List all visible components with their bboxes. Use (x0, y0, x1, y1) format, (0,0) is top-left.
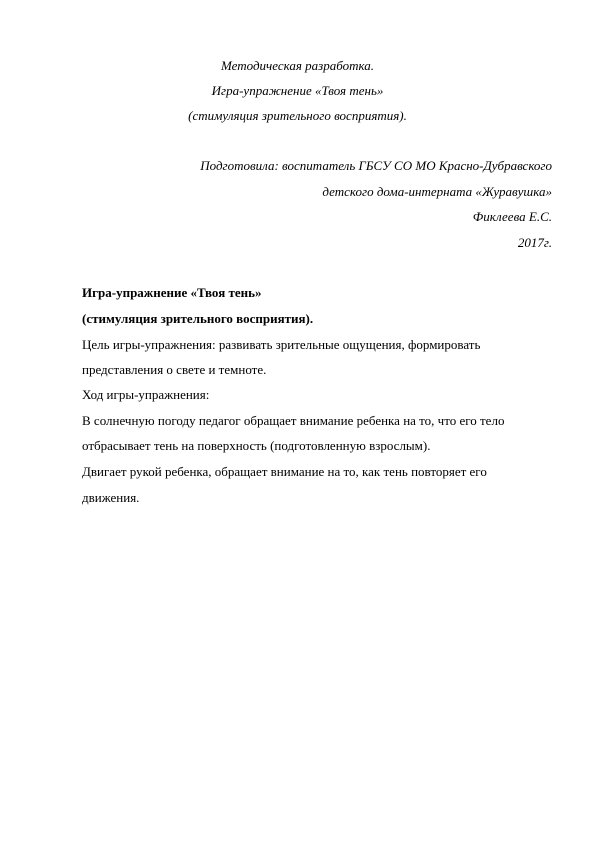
author-line-1: Подготовила: воспитатель ГБСУ СО МО Красно-Дубравского (200, 158, 552, 173)
paragraph-1-line-1: В солнечную погоду педагог обращает внимание ребенка на то, что его тело (82, 413, 505, 428)
header-line-1: Методическая разработка. (221, 58, 374, 73)
author-year: 2017г. (517, 235, 552, 250)
author-name: Фиклеева Е.С. (472, 209, 552, 224)
procedure-heading: Ход игры-упражнения: (82, 387, 210, 402)
section-title: Игра-упражнение «Твоя тень» (82, 285, 262, 300)
goal-line-2: представления о свете и темноте. (82, 362, 267, 377)
section-subtitle: (стимуляция зрительного восприятия). (82, 311, 314, 326)
paragraph-2-line-1: Двигает рукой ребенка, обращает внимание на то, как тень повторяет его (82, 464, 487, 479)
paragraph-2-line-2: движения. (82, 490, 140, 505)
author-line-2: детского дома-интерната «Журавушка» (322, 184, 552, 199)
paragraph-1-line-2: отбрасывает тень на поверхность (подготовленную взрослым). (82, 438, 431, 453)
goal-line-1: Цель игры-упражнения: развивать зрительные ощущения, формировать (82, 337, 481, 352)
header-line-3: (стимуляция зрительного восприятия). (188, 108, 407, 123)
header-line-2: Игра-упражнение «Твоя тень» (211, 83, 384, 98)
